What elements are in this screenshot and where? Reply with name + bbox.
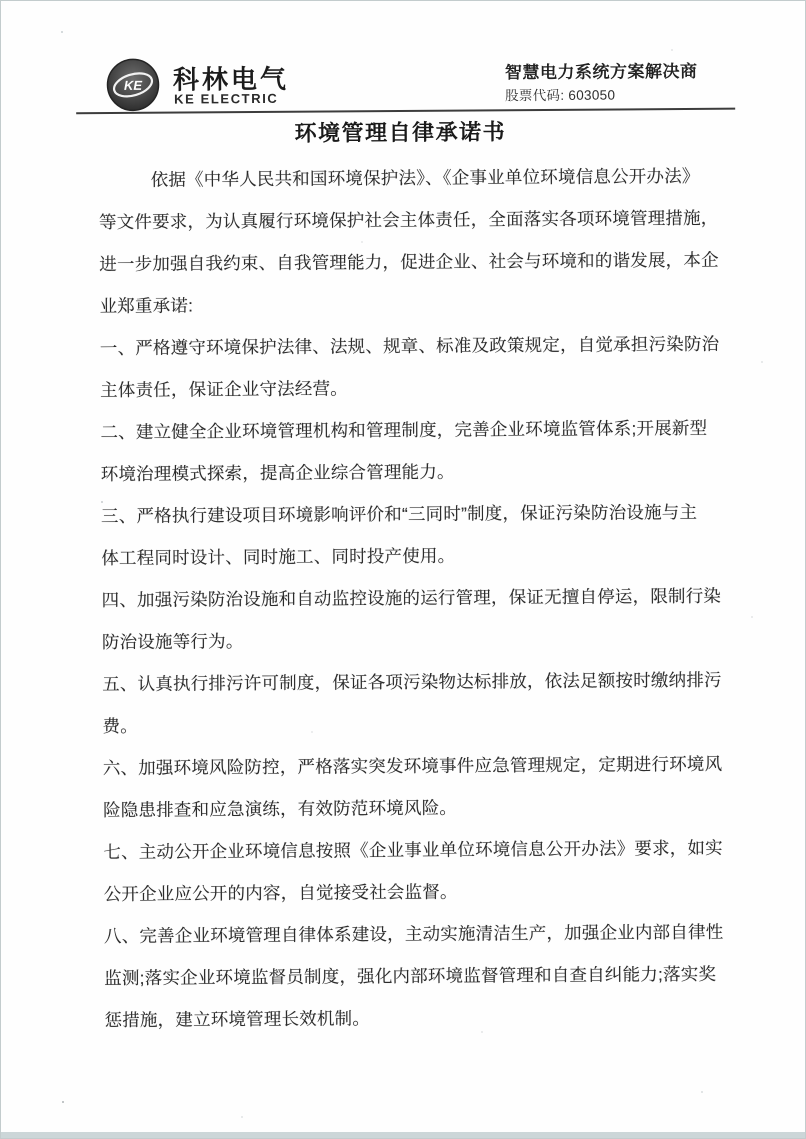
body-line: 一、严格遵守环境保护法律、法规、规章、标准及政策规定，自觉承担污染防治	[99, 333, 720, 359]
body-line: 四、加强污染防治设施和自动监控设施的运行管理，保证无擅自停运，限制行染	[101, 585, 722, 611]
body-line: 公开企业应公开的内容，自觉接受社会监督。	[103, 881, 458, 905]
body-line: 五、认真执行排污许可制度，保证各项污染物达标排放，依法足额按时缴纳排污	[102, 669, 722, 695]
body-line: 等文件要求，为认真履行环境保护社会主体责任，全面落实各项环境管理措施，	[98, 207, 719, 233]
document-body	[99, 155, 745, 1041]
body-line: 费。	[102, 715, 138, 737]
ke-electric-logo-icon	[106, 58, 160, 112]
brand-name-chinese: 科林电气	[172, 63, 290, 95]
body-line: 体工程同时设计、同时施工、同时投产使用。	[101, 545, 456, 569]
body-line: 三、严格执行建设项目环境影响评价和“三同时”制度，保证污染防治设施与主	[100, 501, 698, 527]
company-tagline: 智慧电力系统方案解决商	[504, 61, 698, 83]
body-line: 防治设施等行为。	[101, 631, 244, 653]
header-divider	[76, 108, 735, 115]
brand-name-english: KE ELECTRIC	[174, 90, 279, 107]
scan-edge-strip	[1, 1132, 805, 1138]
body-line: 监测;落实企业环境监督员制度，强化内部环境监督管理和自查自纠能力;落实奖	[104, 963, 717, 989]
scan-noise	[61, 31, 63, 33]
body-line: 二、建立健全企业环境管理机构和管理制度，完善企业环境监管体系;开展新型	[100, 417, 708, 443]
body-line: 七、主动公开企业环境信息按照《企业事业单位环境信息公开办法》要求，如实	[103, 837, 723, 863]
body-line: 惩措施，建立环境管理长效机制。	[104, 1008, 371, 1031]
document-title: 环境管理自律承诺书	[294, 119, 507, 146]
body-line: 环境治理模式探索，提高企业综合管理能力。	[100, 461, 455, 485]
body-line: 业郑重承诺:	[99, 295, 194, 317]
body-line: 八、完善企业环境管理自律体系建设，主动实施清洁生产，加强企业内部自律性	[103, 921, 724, 947]
logo-monogram: KE	[123, 77, 143, 93]
body-line: 险隐患排查和应急演练，有效防范环境风险。	[102, 797, 458, 821]
body-line: 进一步加强自我约束、自我管理能力，促进企业、社会与环境和的谐发展，本企	[99, 249, 719, 275]
stock-code: 股票代码: 603050	[505, 87, 616, 104]
body-line: 主体责任，保证企业守法经营。	[100, 378, 349, 401]
body-line: 六、加强环境风险防控，严格落实突发环境事件应急管理规定，定期进行环境风	[102, 753, 723, 779]
body-line: 依据《中华人民共和国环境保护法》、《企事业单位环境信息公开办法》	[150, 165, 700, 190]
